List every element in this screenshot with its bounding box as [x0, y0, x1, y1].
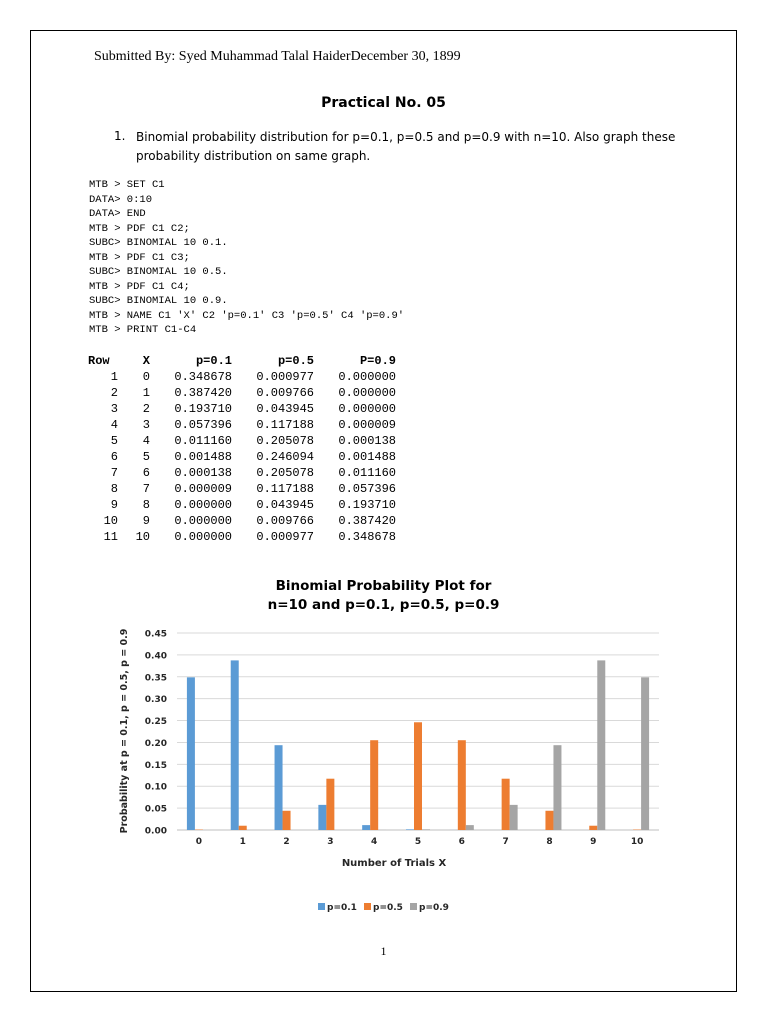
- x-tick-label: 3: [327, 837, 334, 847]
- cell-p05: 0.205078: [256, 434, 314, 448]
- y-tick-label: 0.15: [144, 760, 167, 771]
- submission-date: December 30, 1899: [350, 49, 461, 64]
- cell-row: 5: [110, 434, 118, 448]
- bar-p=0.5: [283, 811, 291, 830]
- cell-p01: 0.000000: [174, 498, 232, 512]
- y-tick-label: 0.10: [144, 782, 167, 793]
- y-tick-label: 0.40: [144, 651, 167, 662]
- cell-p01: 0.000009: [174, 482, 232, 496]
- page-number: 1: [380, 944, 387, 958]
- cell-p09: 0.057396: [338, 482, 396, 496]
- cell-row: 1: [110, 370, 118, 384]
- x-axis-label: Number of Trials X: [341, 858, 447, 869]
- y-tick-label: 0.00: [144, 826, 167, 837]
- legend-label: p=0.9: [419, 903, 449, 913]
- x-tick-label: 8: [546, 837, 553, 847]
- x-tick-label: 9: [590, 837, 597, 847]
- cell-row: 6: [110, 450, 118, 464]
- cell-p01: 0.348678: [174, 370, 232, 384]
- x-tick-label: 2: [283, 837, 290, 847]
- cell-p05: 0.246094: [256, 450, 314, 464]
- y-tick-label: 0.25: [144, 717, 167, 728]
- cell-row: 7: [110, 466, 118, 480]
- command-line: DATA> END: [89, 208, 146, 220]
- bar-p=0.9: [510, 805, 518, 830]
- cell-p09: 0.348678: [338, 530, 396, 544]
- cell-row: 9: [110, 498, 118, 512]
- bar-p=0.9: [466, 825, 474, 830]
- cell-x: 4: [142, 434, 150, 448]
- command-line: MTB > PDF C1 C4;: [89, 280, 190, 293]
- cell-p09: 0.193710: [338, 498, 396, 512]
- submitted-by: Submitted By: Syed Muhammad Talal Haider: [94, 49, 351, 64]
- header-p05: p=0.5: [277, 354, 314, 368]
- cell-p01: 0.001488: [174, 450, 232, 464]
- chart-title-line: n=10 and p=0.1, p=0.5, p=0.9: [267, 597, 500, 613]
- cell-x: 9: [142, 514, 150, 528]
- cell-row: 8: [110, 482, 118, 496]
- bar-p=0.9: [553, 745, 561, 830]
- x-tick-label: 4: [371, 837, 378, 847]
- bar-p=0.9: [641, 677, 649, 830]
- bar-p=0.1: [362, 825, 370, 830]
- y-tick-label: 0.20: [144, 738, 167, 749]
- legend-label: p=0.5: [373, 903, 403, 913]
- command-line: MTB > SET C1: [89, 179, 165, 191]
- y-tick-label: 0.45: [144, 629, 167, 640]
- cell-p09: 0.000000: [338, 370, 396, 384]
- x-tick-label: 0: [195, 837, 203, 847]
- cell-row: 3: [110, 402, 118, 416]
- cell-row: 4: [110, 418, 118, 432]
- header-p09: P=0.9: [359, 354, 396, 368]
- header-x: X: [142, 354, 150, 368]
- command-line: MTB > PRINT C1-C4: [89, 324, 197, 336]
- cell-row: 11: [103, 530, 118, 544]
- binomial-bar-chart: [31, 31, 736, 931]
- question-text: Binomial probability distribution for p=0.1, p=0.5 and p=0.9 with n=10. Also graph these probability distribution on same graph.: [136, 130, 676, 163]
- x-tick-label: 5: [414, 837, 422, 847]
- x-tick-label: 6: [458, 837, 465, 847]
- legend-swatch: [364, 903, 371, 910]
- bar-p=0.5: [414, 722, 422, 830]
- bar-p=0.9: [422, 829, 430, 830]
- cell-p09: 0.000009: [338, 418, 396, 432]
- bar-p=0.1: [406, 829, 414, 830]
- cell-p05: 0.000977: [256, 370, 314, 384]
- command-line: SUBC> BINOMIAL 10 0.1.: [89, 237, 228, 249]
- cell-p01: 0.387420: [174, 386, 232, 400]
- cell-row: 2: [110, 386, 118, 400]
- cell-x: 6: [142, 466, 150, 480]
- cell-p01: 0.011160: [174, 434, 232, 448]
- bar-p=0.1: [318, 805, 326, 830]
- cell-p05: 0.043945: [256, 402, 314, 416]
- cell-p01: 0.057396: [174, 418, 232, 432]
- bar-p=0.5: [458, 740, 466, 830]
- bar-p=0.5: [589, 826, 597, 830]
- header-p01: p=0.1: [195, 354, 232, 368]
- bar-p=0.5: [545, 811, 553, 830]
- cell-x: 3: [142, 418, 150, 432]
- bar-p=0.5: [370, 740, 378, 830]
- cell-x: 5: [142, 450, 150, 464]
- cell-p05: 0.043945: [256, 498, 314, 512]
- x-tick-label: 10: [630, 837, 644, 847]
- bar-p=0.9: [597, 660, 605, 830]
- cell-x: 10: [135, 530, 150, 544]
- legend-label: p=0.1: [327, 903, 357, 913]
- command-line: SUBC> BINOMIAL 10 0.5.: [89, 266, 228, 278]
- bar-p=0.5: [239, 826, 247, 830]
- cell-x: 0: [142, 370, 150, 384]
- cell-p05: 0.000977: [256, 530, 314, 544]
- practical-title: Practical No. 05: [321, 95, 446, 111]
- bar-p=0.1: [275, 745, 283, 830]
- cell-x: 7: [142, 482, 150, 496]
- cell-p01: 0.193710: [174, 402, 232, 416]
- legend-swatch: [410, 903, 417, 910]
- cell-p09: 0.000000: [338, 402, 396, 416]
- legend-swatch: [318, 903, 325, 910]
- command-line: DATA> 0:10: [89, 193, 153, 206]
- cell-p05: 0.009766: [256, 386, 314, 400]
- y-axis-label: Probability at p = 0.1, p = 0.5, p = 0.9: [119, 628, 130, 834]
- question-number: 1.: [114, 129, 126, 143]
- cell-p09: 0.001488: [338, 450, 396, 464]
- command-line: MTB > PDF C1 C3;: [89, 251, 190, 264]
- bar-p=0.5: [326, 779, 334, 830]
- bar-p=0.5: [502, 779, 510, 830]
- y-tick-label: 0.30: [144, 695, 167, 706]
- command-line: MTB > NAME C1 'X' C2 'p=0.1' C3 'p=0.5' C4 'p=0.9': [89, 309, 405, 322]
- cell-p05: 0.117188: [256, 418, 314, 432]
- cell-p05: 0.117188: [256, 482, 314, 496]
- cell-p09: 0.000138: [338, 434, 396, 448]
- cell-p01: 0.000000: [174, 514, 232, 528]
- cell-p05: 0.205078: [256, 466, 314, 480]
- command-line: SUBC> BINOMIAL 10 0.9.: [89, 295, 228, 307]
- command-line: MTB > PDF C1 C2;: [89, 222, 190, 235]
- header-row: Row: [88, 354, 110, 368]
- cell-p01: 0.000000: [174, 530, 232, 544]
- cell-p09: 0.011160: [338, 466, 396, 480]
- cell-p09: 0.387420: [338, 514, 396, 528]
- cell-x: 2: [142, 402, 150, 416]
- x-tick-label: 7: [502, 837, 509, 847]
- cell-p09: 0.000000: [338, 386, 396, 400]
- document-page: [30, 30, 737, 992]
- y-tick-label: 0.35: [144, 673, 167, 684]
- cell-x: 8: [142, 498, 150, 512]
- x-tick-label: 1: [239, 837, 246, 847]
- cell-p01: 0.000138: [174, 466, 232, 480]
- cell-p05: 0.009766: [256, 514, 314, 528]
- bar-p=0.1: [187, 677, 195, 830]
- y-tick-label: 0.05: [144, 804, 167, 815]
- cell-x: 1: [142, 386, 150, 400]
- cell-row: 10: [103, 514, 118, 528]
- chart-title-line: Binomial Probability Plot for: [275, 578, 492, 594]
- bar-p=0.1: [231, 660, 239, 830]
